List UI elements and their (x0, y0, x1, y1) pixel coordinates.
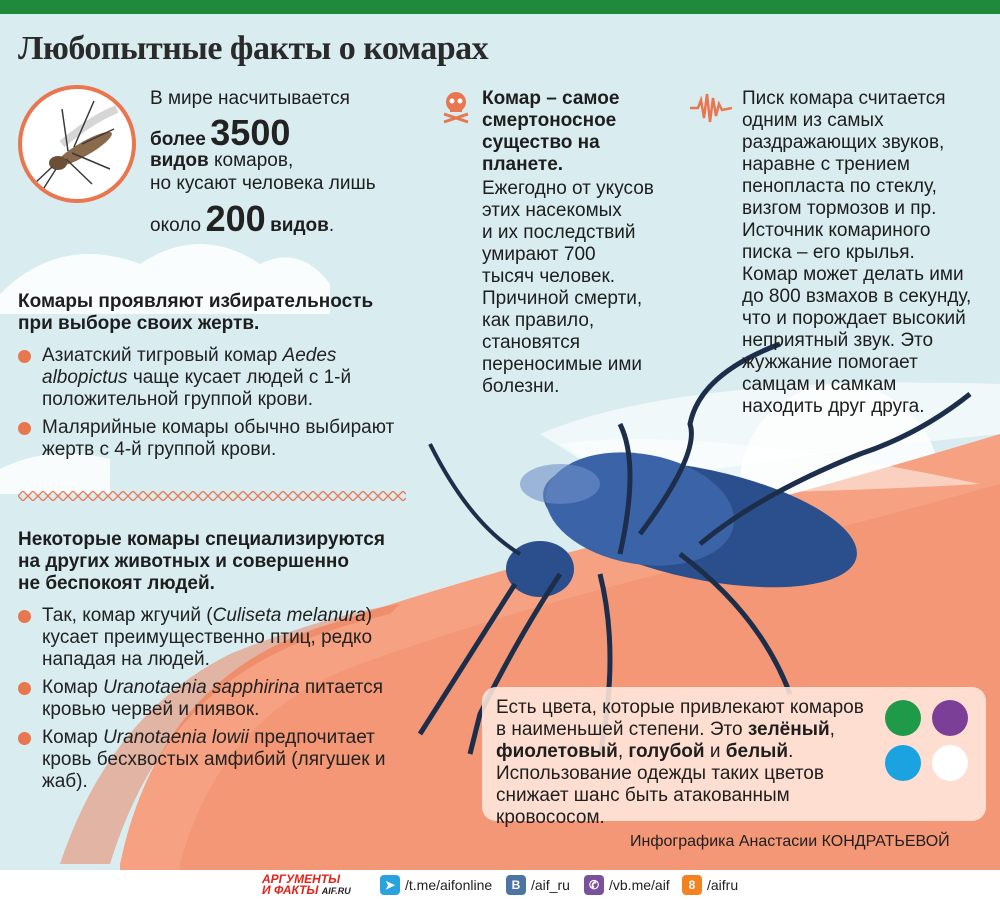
swatch-violet (932, 700, 968, 736)
deadly-line: становятся (482, 332, 581, 353)
swatch-blue (885, 745, 921, 781)
deadly-line: Причиной смерти, (482, 288, 643, 309)
logo-line: И ФАКТЫ (262, 883, 319, 897)
author-credit: Инфографика Анастасии КОНДРАТЬЕВОЙ (630, 833, 950, 850)
colors-text (496, 697, 876, 829)
aif-logo[interactable] (262, 874, 351, 897)
intro-line1: В мире насчитывается (150, 88, 350, 109)
intro-species2: видов (270, 215, 329, 236)
intro-line3-row (150, 150, 293, 172)
item-text: Азиатский тигровый комар (42, 345, 283, 366)
item-text: ) кусает преимущественно птиц, редко нападая на людей. (42, 605, 373, 670)
color-green-label: зелёный (747, 719, 830, 740)
colors-text-part: в наименьшей степени. Это (496, 719, 748, 740)
deadly-heading-line: Комар – самое (482, 88, 620, 109)
footer-bar (0, 870, 1000, 900)
species-count: 3500 (210, 112, 291, 153)
telegram-label: /t.me/aifonline (405, 877, 493, 893)
bullet-dot (18, 350, 31, 363)
deadly-line: умирают 700 (482, 244, 596, 265)
item-text: питается кровью червей и пиявок. (42, 677, 384, 720)
item-text: Малярийные комары обычно выбирают жертв с 4-й группой крови. (42, 417, 395, 460)
squeak-line: пенопласта по стеклу, (742, 176, 937, 197)
swatch-white (932, 745, 968, 781)
vk-label: /aif_ru (531, 877, 570, 893)
squeak-line: наравне с трением (742, 154, 910, 175)
list-item (18, 605, 393, 671)
telegram-link[interactable] (380, 875, 492, 895)
intro-about: около (150, 215, 202, 236)
deadly-line: и их последствий (482, 222, 636, 243)
list-item (18, 677, 393, 721)
telegram-icon: ➤ (380, 875, 400, 895)
list-item (18, 727, 393, 793)
color-violet-label: фиолетовый (496, 741, 618, 762)
viber-icon: ✆ (584, 875, 604, 895)
ok-label: /aifru (707, 877, 739, 893)
item-latin-name: Aedes albopictus (42, 345, 337, 388)
squeak-line: до 800 взмахов в секунду, (742, 286, 972, 307)
biting-species-count: 200 (205, 198, 266, 239)
special-heading (18, 529, 418, 595)
squeak-line: одним из самых (742, 110, 884, 131)
bullet-dot (18, 422, 31, 435)
deadly-line: как правило, (482, 310, 595, 331)
intro-species: видов (150, 150, 209, 171)
selective-heading-line: Комары проявляют избирательность (18, 291, 374, 312)
color-white-label: белый (725, 741, 789, 762)
squeak-line: Комар может делать ими (742, 264, 964, 285)
colors-text-part: , (617, 741, 629, 762)
bullet-dot (18, 610, 31, 623)
squeak-line: визгом тормозов и пр. (742, 198, 937, 219)
colors-line (496, 719, 876, 741)
squeak-line: раздражающих звуков, (742, 132, 945, 153)
viber-link[interactable] (584, 875, 670, 895)
item-text: чаще кусает людей с 1-й положительной группой крови. (42, 367, 352, 410)
colors-text-part: , (829, 719, 835, 740)
list-item (18, 417, 408, 461)
squeak-line: находить друг друга. (742, 396, 925, 417)
deadly-line: этих насекомых (482, 200, 622, 221)
zigzag-divider (18, 491, 406, 501)
squeak-line: Источник комариного (742, 220, 931, 241)
deadly-heading (482, 88, 662, 176)
item-latin-name: Uranotaenia lowii (103, 727, 249, 748)
item-text: Комар (42, 677, 104, 698)
mosquito-illustration (18, 85, 136, 203)
deadly-line: Ежегодно от укусов (482, 178, 654, 199)
page-title: Любопытные факты о комарах (18, 30, 489, 67)
special-heading-line: не беспокоят людей. (18, 573, 215, 594)
colors-text-part: . (788, 741, 794, 762)
deadly-line: тысяч человек. (482, 266, 616, 287)
item-text: Так, комар жгучий ( (42, 605, 213, 626)
colors-line (496, 741, 876, 763)
colors-line: Использование одежды таких цветов (496, 763, 824, 784)
vk-icon: B (506, 875, 526, 895)
squeak-line: самцам и самкам (742, 374, 897, 395)
viber-label: /vb.me/aif (609, 877, 670, 893)
mosquito-icon (22, 89, 132, 199)
logo-line: АРГУМЕНТЫ (262, 872, 341, 886)
item-text: предпочитает кровь бесхвостых амфибий (лягушек и жаб). (42, 727, 386, 792)
squeak-line: что и порождает высокий (742, 308, 966, 329)
colors-text-part: и (704, 741, 726, 762)
squeak-body (742, 88, 992, 418)
squeak-line: неприятный звук. Это (742, 330, 934, 351)
logo-domain: AIF.RU (321, 886, 351, 896)
deadly-heading-line: смертоносное (482, 110, 617, 131)
squeak-line: писка – его крылья. (742, 242, 915, 263)
selective-heading-line: при выборе своих жертв. (18, 313, 260, 334)
special-heading-line: Некоторые комары специализируются (18, 529, 385, 550)
intro-more: более (150, 129, 206, 150)
swatch-green (885, 700, 921, 736)
skull-icon (438, 88, 474, 124)
squeak-line: Писк комара считается (742, 88, 946, 109)
top-brand-bar (0, 0, 1000, 14)
selective-list (18, 345, 408, 467)
odnoklassniki-icon: 8 (682, 875, 702, 895)
deadly-line: болезни. (482, 376, 560, 397)
deadly-heading-line: планете. (482, 154, 564, 175)
special-list (18, 605, 393, 799)
special-heading-line: на других животных и совершенно (18, 551, 350, 572)
sound-wave-icon (690, 90, 732, 126)
colors-line: Есть цвета, которые привлекают комаров (496, 697, 864, 718)
selective-heading (18, 291, 408, 335)
item-latin-name: Uranotaenia sapphirina (103, 677, 300, 698)
vk-link[interactable] (506, 875, 570, 895)
intro-bite-row (150, 198, 334, 240)
deadly-heading-line: существо на (482, 132, 600, 153)
color-blue-label: голубой (628, 741, 705, 762)
intro-count-row (150, 112, 290, 154)
ok-link[interactable] (682, 875, 738, 895)
intro-period: . (328, 215, 335, 236)
squeak-line: жужжание помогает (742, 352, 918, 373)
intro-line4: но кусают человека лишь (150, 173, 376, 194)
colors-line: снижает шанс быть атакованным кровососом. (496, 785, 790, 828)
intro-line3: комаров, (214, 150, 294, 171)
bullet-dot (18, 682, 31, 695)
item-latin-name: Culiseta melanura (212, 605, 366, 626)
list-item (18, 345, 408, 411)
bullet-dot (18, 732, 31, 745)
deadly-line: переносимые ими (482, 354, 643, 375)
item-text: Комар (42, 727, 104, 748)
deadly-body (482, 178, 682, 398)
